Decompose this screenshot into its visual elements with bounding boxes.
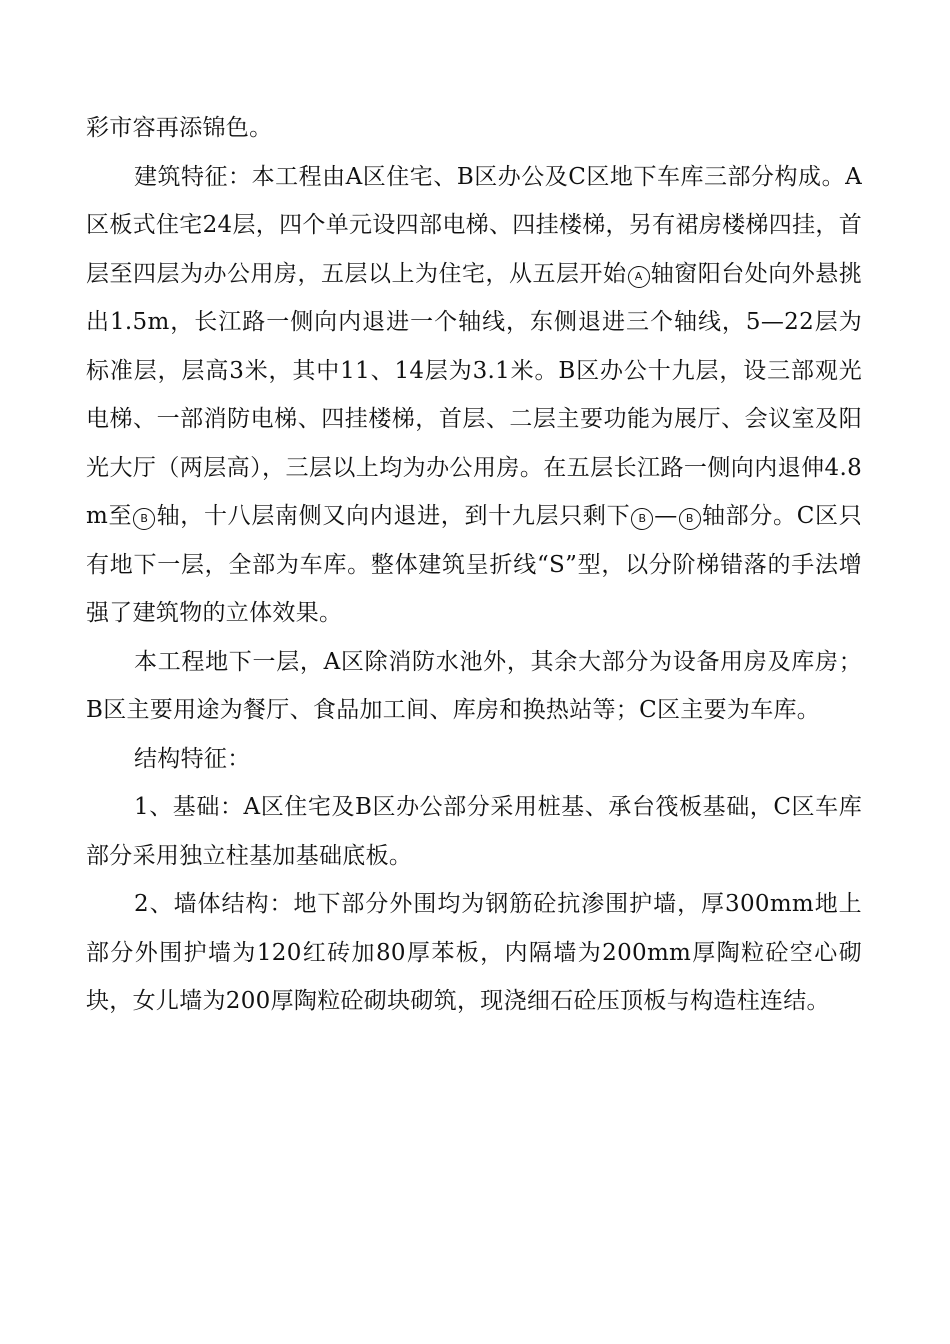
paragraph-intro-tail: 彩市容再添锦色。 — [86, 115, 273, 141]
architecture-text-part-3: 轴，十八层南侧又向内退进，到十九层只剩下 — [156, 503, 631, 529]
architecture-text-part-4: 轴部分。C区只有地下一层，全部为车库。整体建筑呈折线“S”型，以分阶梯错落的手法增强了建筑物的立体效果。 — [86, 503, 862, 626]
axis-a-symbol: A — [628, 266, 650, 288]
architecture-text-dash: — — [654, 503, 678, 529]
axis-b-symbol: B — [679, 508, 701, 530]
architecture-text-part-2: 轴窗阳台处向外悬挑出1.5m，长江路一侧向内退进一个轴线，东侧退进三个轴线，5—22层为标准层，层高3米，其中11、14层为3.1米。B区办公十九层，设三部观光电梯、一部消防电梯、四挂楼梯，首层、二层主要功能为展厅、会议室及阳光大厅（两层高），三层以上均为办公用房。在五层长江路一侧向内退伸4.8m至 — [86, 260, 862, 529]
paragraph-wall-structure: 2、墙体结构：地下部分外围均为钢筋砼抗渗围护墙，厚300mm地上部分外围护墙为120红砖加80厚苯板，内隔墙为200mm厚陶粒砼空心砌块，女儿墙为200厚陶粒砼砌块砌筑，现浇细石砼压顶板与构造柱连结。 — [86, 891, 862, 1014]
paragraph-basement: 本工程地下一层，A区除消防水池外，其余大部分为设备用房及库房；B区主要用途为餐厅、食品加工间、库房和换热站等；C区主要为车库。 — [86, 648, 862, 723]
document-body — [86, 104, 862, 1026]
paragraph-architecture-features — [86, 153, 862, 638]
paragraph-structure-heading: 结构特征： — [134, 745, 251, 772]
axis-b-symbol: B — [631, 508, 653, 530]
paragraph-foundation: 1、基础：A区住宅及B区办公部分采用桩基、承台筏板基础，C区车库部分采用独立柱基加基础底板。 — [86, 794, 862, 869]
axis-b-symbol: B — [133, 508, 155, 530]
architecture-text-part-1: 建筑特征：本工程由A区住宅、B区办公及C区地下车库三部分构成。A区板式住宅24层，四个单元设四部电梯、四挂楼梯，另有裙房楼梯四挂，首层至四层为办公用房，五层以上为住宅，从五层开始 — [86, 163, 862, 287]
